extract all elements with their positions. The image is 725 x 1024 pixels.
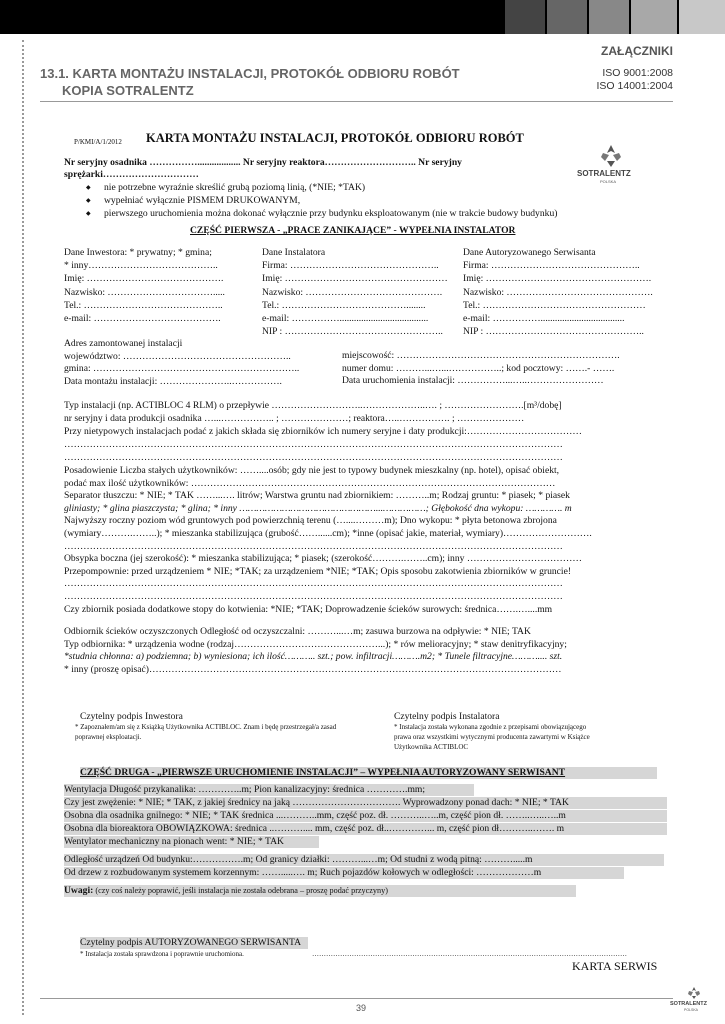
receiver-line: * inny (proszę opisać)………………………………………………………………………………………………………………… — [64, 663, 562, 675]
part2-line: Osobna dla osadnika gnilnego: * NIE; * TAK średnica ...………..mm, część poz. dł. ………..…..m, część pion dł. ……..…..…..m — [64, 810, 667, 822]
installer-field: Tel.: …………………………………........ — [262, 299, 426, 311]
sotralentz-logo-icon — [593, 143, 629, 169]
iso-14001: ISO 14001:2004 — [596, 80, 673, 92]
placement-line: Obsypka boczna (jej szerokość): * mieszanka stabilizująca; * piasek; (szerokość……….……..cm); inny ……………………………… — [64, 553, 582, 565]
installer-field: Nazwisko: ……………………………………. — [262, 286, 443, 298]
dotted-line: ………………………………………………………………………………………………………………………………………… — [64, 452, 563, 463]
address-block — [64, 338, 299, 388]
investor-field: * inny………………………………….. — [64, 260, 218, 272]
address-field: gmina: ……………………………………………………….. — [64, 363, 300, 374]
iso-9001: ISO 9001:2008 — [602, 67, 673, 79]
serial-line: Nr seryjny osadnika …………….................. Nr seryjny reaktora……………………….. Nr seryjny — [64, 157, 462, 168]
page-number: 39 — [356, 1003, 367, 1013]
placement-line: ………………………………………………………………………………………………………………………………………… — [64, 590, 563, 602]
header-tile — [679, 0, 725, 34]
placement-line: Najwyższy roczny poziom wód gruntowych pod powierzchnią terenu (…....………m); Dno wykopu: * płyta betonowa zbrojona — [64, 515, 557, 527]
service-field: Tel.: …………………………………………… — [463, 299, 646, 311]
service-field: Firma: ……………………………………….. — [463, 260, 640, 272]
part2-line: Czy jest zwężenie: * NIE; * TAK, z jakiej średnicy na jaką ……………………………. Wyprowadzony ponad dach: * NIE; * TAK — [64, 797, 667, 809]
form-title: KARTA MONTAŻU INSTALACJI, PROTOKÓŁ ODBIORU ROBÓT — [146, 131, 524, 145]
placement-line: Posadowienie Liczba stałych użytkowników: ……....osób; gdy nie jest to typowy budynek mieszkalny (np. hotel), opisać obiekt, — [64, 465, 560, 476]
atypical-installation-line: Przy nietypowych instalacjach podać z jakich składa się zbiorników ich numery seryjne i daty produkcji:……………………………… — [64, 426, 582, 437]
margin-dotted-line — [22, 40, 24, 1015]
header-tile — [547, 0, 587, 34]
receiver-line: Typ odbiornika: * urządzenia wodne (rodzaj………………………………………...); * rów melioracyjny; * staw denitryfikacyjny; — [64, 638, 567, 650]
instruction-bullet: ◆ pierwszego uruchomienia można dokonać wyłącznie przy budynku eksploatowanym (nie w trakcie budowy budynku) — [104, 208, 557, 219]
header-tile — [589, 0, 629, 34]
investor-field: Dane Inwestora: * prywatny; * gmina; — [64, 247, 212, 258]
address-field: województwo: …………………………………………….. — [64, 350, 291, 362]
address-right-block — [342, 350, 620, 388]
header-tile — [631, 0, 677, 34]
service-signature-dots: ……………………………………………………………………………………………………………………… — [312, 950, 627, 958]
investor-signature-note: * Zapoznałem/am się z Książką Użytkownika ACTIBLOC. Znam i będę przestrzegał/a zasad — [75, 723, 337, 731]
form-code: P/KMI/A/1/2012 — [74, 138, 122, 146]
investor-field: Nazwisko: ……………………………..... — [64, 286, 225, 298]
installer-signature-note: Użytkownika ACTIBLOC — [394, 743, 469, 751]
investor-field: e-mail: …………………………………. — [64, 313, 221, 325]
receiver-block — [64, 626, 567, 676]
placement-line: Czy zbiornik posiada dodatkowe stopy do kotwienia: *NIE; *TAK; Doprowadzenie ścieków surowych: średnica…….…....mm — [64, 603, 553, 615]
service-signature-note: * Instalacja została sprawdzona i poprawnie uruchomiona. — [80, 950, 244, 958]
notes-line — [64, 885, 576, 897]
investor-signature-title: Czytelny podpis Inwestora — [80, 711, 183, 722]
dotted-line: ………………………………………………………………………………………………………………………………………… — [64, 439, 563, 450]
service-field: e-mail: ……………................................... — [463, 313, 625, 325]
placement-line: Przepompownie: przed urządzeniem * NIE; *TAK; za urządzeniem *NIE; *TAK; Opis sposobu zakotwienia zbiorników w gruncie! — [64, 565, 572, 577]
placement-line: ………………………………………………………………………………………………………………………………………… — [64, 578, 563, 590]
service-signature-title: Czytelny podpis AUTORYZOWANEGO SERWISANTA — [80, 937, 308, 949]
investor-signature-note: poprawnej eksploatacji. — [75, 733, 142, 741]
logo-subtext: POLSKA — [600, 179, 617, 184]
instruction-bullet: ◆ wypełniać wyłącznie PISMEM DRUKOWANYM, — [104, 195, 300, 206]
address-field: Data uruchomienia instalacji: ……………...…..…………………… — [342, 375, 604, 386]
serial-production-line: nr seryjny i data produkcji osadnika …...…………….. ; …………………; reaktora…..……………. ; ………………… — [64, 413, 525, 424]
installer-signature-title: Czytelny podpis Instalatora — [394, 711, 500, 722]
receiver-line: *studnia chłonna: a) podziemna; b) wyniesiona; ich ilość……….. szt.; pow. infiltracji……….m2; * Tunele filtracyjne……….... szt. — [64, 651, 563, 663]
placement-line: gliniasty; * glina piaszczysta; * glina; * inny …………………………………………...……………; Głębokość dna wykopu: …………. m — [64, 502, 572, 514]
installer-field: e-mail: ……………..................................... — [262, 313, 429, 325]
service-field: NIP : ………………………………………….. — [463, 326, 644, 338]
service-field: Nazwisko: ………………………………………. — [463, 286, 653, 298]
service-field: Dane Autoryzowanego Serwisanta — [463, 247, 596, 258]
attachments-label: ZAŁĄCZNIKI — [601, 44, 673, 58]
footer-divider — [40, 998, 673, 999]
investor-column — [64, 246, 264, 325]
footer-logo-text: SOTRALENTZ — [670, 1001, 707, 1007]
installer-signature-note: * Instalacja została wykonana zgodnie z przepisami obowiązującego — [394, 723, 587, 731]
notes-label: Uwagi: — [64, 885, 94, 896]
address-field: Data montażu instalacji: …………………..……………. — [64, 375, 282, 387]
logo-text: SOTRALENTZ — [577, 169, 631, 178]
address-heading: Adres zamontowanej instalacji — [64, 338, 183, 349]
footer-logo-icon — [686, 986, 702, 1000]
placement-block — [64, 465, 592, 616]
address-field: miejscowość: ……………………………………………………………. — [342, 350, 620, 361]
header-divider — [40, 101, 673, 102]
instruction-bullet: ◆ nie potrzebne wyraźnie skreślić grubą poziomą linią, (*NIE; *TAK) — [104, 182, 365, 193]
part2-line: Wentylacja Długość przykanalika: …………..m; Pion kanalizacyjny: średnica ………….mm; — [64, 784, 474, 796]
part2-line: Wentylator mechaniczny na pionach went: * NIE; * TAK — [64, 836, 319, 848]
installer-field: Imię: …………………………………………… — [262, 273, 448, 285]
placement-line: podać max ilość użytkowników: …………………………………………………………………………………………………… — [64, 477, 556, 489]
installer-field: NIP : ………………………………………….. — [262, 326, 443, 338]
placement-line: Separator tłuszczu: * NIE; * TAK ……...…. litrów; Warstwa gruntu nad zbiornikiem: ………..m; Rodzaj gruntu: * piasek; * piasek — [64, 490, 570, 502]
part1-title: CZĘŚĆ PIERWSZA - „PRACE ZANIKAJĄCE” - WYPEŁNIA INSTALATOR — [190, 225, 516, 236]
investor-field: Imię: ……………………………………. — [64, 273, 224, 285]
distance-line: Odległość urządzeń Od budynku:…………….m; Od granicy działki: ………...…m; Od studni z wodą pitną: ……….....m — [64, 854, 664, 866]
service-field: Imię: ……………………………………………. — [463, 273, 652, 285]
address-field: numer domu: ………...…...……………..; kod pocztowy: …….- ……. — [342, 362, 615, 374]
placement-line: (wymiary……….……..); * mieszanka stabilizująca (grubość……......cm); *inne (opisać jakie, materiał, wymiary)………………………. — [64, 527, 592, 539]
installer-column — [262, 246, 462, 338]
part2-title: CZĘŚĆ DRUGA - „PIERWSZE URUCHOMIENIE INSTALACJI” – WYPEŁNIA AUTORYZOWANY SERWISANT — [80, 767, 657, 779]
top-bar — [0, 0, 725, 34]
receiver-line: Odbiornik ścieków oczyszczonych Odległość od oczyszczalni: ………...…m; zasuwa burzowa na odpływie: * NIE; TAK — [64, 626, 531, 637]
distance-line: Od drzew z rozbudowanym systemem korzennym: …….....…. m; Ruch pojazdów kołowych w odległości: ………………m — [64, 867, 624, 879]
installation-type-line: Typ instalacji (np. ACTIBLOC 4 RLM) o przepływie ………………………..………………..…. ; …………………….[m³/dobę] — [64, 400, 562, 411]
part2-line: Osobna dla bioreaktora OBOWIĄZKOWA: średnica ..……….... mm, część poz. dł..…………... m, część pion dł………..……. m — [64, 823, 667, 835]
installer-signature-note: prawa oraz wszystkimi wytycznymi producenta zawartymi w Książce — [394, 733, 590, 741]
section-title: 13.1. KARTA MONTAŻU INSTALACJI, PROTOKÓŁ ODBIORU ROBÓT — [40, 66, 460, 81]
placement-line: ………………………………………………………………………………………………………………………………………… — [64, 540, 563, 552]
section-subtitle: KOPIA SOTRALENTZ — [62, 83, 194, 98]
installer-field: Firma: ……………………………………….. — [262, 260, 439, 272]
investor-field: Tel.: …………………………………….. — [64, 299, 223, 311]
service-column — [463, 246, 673, 338]
serial-line-2: sprężarki………………………… — [64, 169, 199, 180]
header-tile — [505, 0, 545, 34]
installer-field: Dane Instalatora — [262, 247, 326, 258]
notes-text: (czy coś należy poprawić, jeśli instalacja nie została odebrana – proszę podać przyczyny) — [93, 886, 388, 895]
footer-logo-subtext: POLSKA — [684, 1008, 699, 1012]
card-label: KARTA SERWIS — [572, 959, 658, 973]
